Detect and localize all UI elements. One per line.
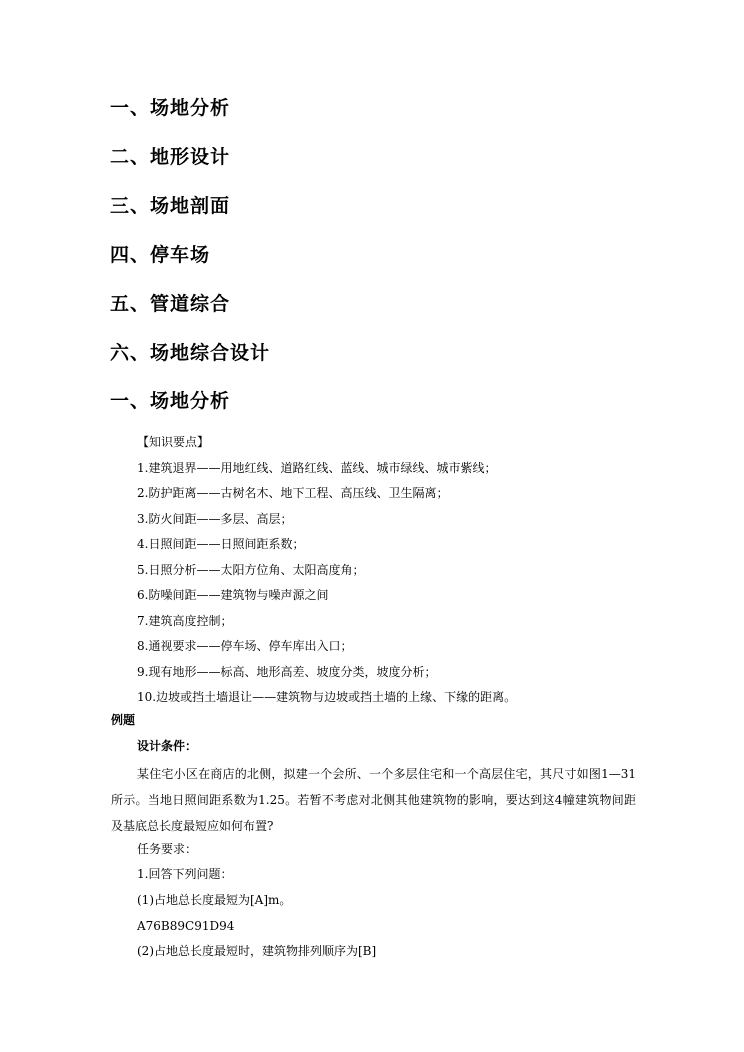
knowledge-item: 8.通视要求——停车场、停车库出入口； — [137, 639, 353, 653]
toc-item-1: 一、场地分析 — [110, 97, 231, 119]
knowledge-points — [137, 430, 657, 711]
knowledge-item: 9.现有地形——标高、地形高差、坡度分类，坡度分析； — [137, 664, 437, 679]
knowledge-header: 【知识要点】 — [137, 435, 210, 449]
question-1-2: (2)占地总长度最短时，建筑物排列顺序为[B] — [137, 944, 377, 958]
knowledge-item: 5.日照分析——太阳方位角、太阳高度角； — [137, 562, 365, 577]
toc-item-4: 四、停车场 — [110, 244, 211, 266]
question-1-1-options: A76B89C91D94 — [137, 919, 235, 933]
knowledge-item: 3.防火间距——多层、高层； — [137, 511, 293, 526]
example-label: 例题 — [111, 713, 136, 727]
toc-item-2: 二、地形设计 — [110, 146, 231, 168]
conditions-label: 设计条件： — [137, 739, 198, 753]
task-label: 任务要求： — [137, 842, 198, 856]
knowledge-item: 7.建筑高度控制； — [137, 613, 233, 628]
question-1-1: (1)占地总长度最短为[A]m。 — [137, 893, 292, 907]
conditions-paragraph: 某住宅小区在商店的北侧，拟建一个会所、一个多层住宅和一个高层住宅，其尺寸如图1—31所示。当地日照间距系数为1.25。若暂不考虑对北侧其他建筑物的影响，要达到这4幢建筑物间距及基底总长度最短应如何布置? — [111, 767, 636, 833]
knowledge-item: 10.边坡或挡土墙退让——建筑物与边坡或挡土墙的上缘、下缘的距离。 — [137, 690, 517, 704]
toc-item-5: 五、管道综合 — [110, 293, 231, 315]
knowledge-item: 6.防噪间距——建筑物与噪声源之间 — [137, 588, 329, 602]
toc-item-3: 三、场地剖面 — [110, 195, 231, 217]
knowledge-item: 1.建筑退界——用地红线、道路红线、蓝线、城市绿线、城市紫线； — [137, 460, 497, 475]
section-title: 一、场地分析 — [110, 390, 231, 412]
toc-item-6: 六、场地综合设计 — [110, 342, 271, 364]
question-1: 1.回答下列问题： — [137, 867, 233, 881]
knowledge-item: 2.防护距离——古树名木、地下工程、高压线、卫生隔离； — [137, 486, 449, 500]
knowledge-item: 4.日照间距——日照间距系数； — [137, 537, 305, 551]
